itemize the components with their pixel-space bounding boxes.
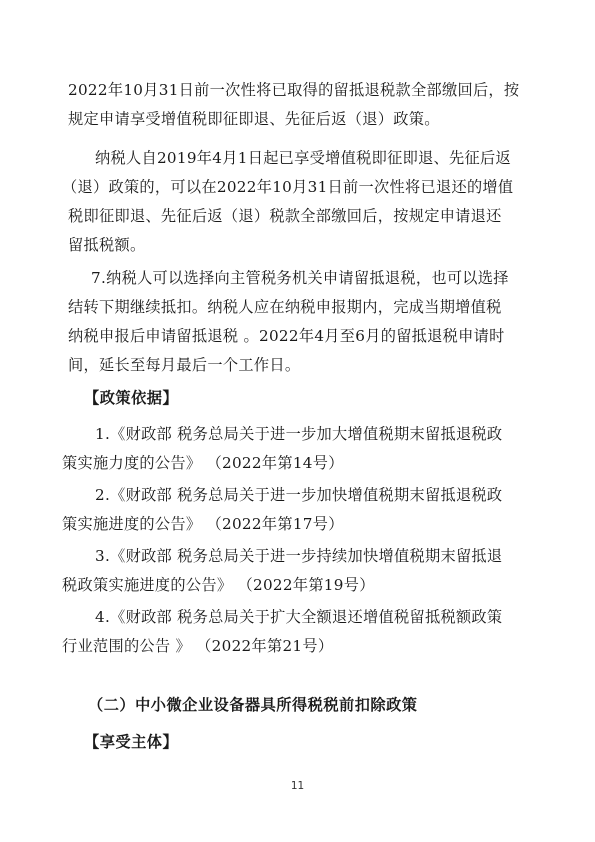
body-text-line: 税即征即退、先征后返（退）税款全部缴回后，按规定申请退还 xyxy=(68,207,502,225)
policy-item-line: 行业范围的公告 》 （2022年第21号） xyxy=(62,637,334,655)
body-text-line: （退）政策的，可以在2022年10月31日前一次性将已退还的增值 xyxy=(62,178,514,196)
body-text-line: 纳税申报后申请留抵退税 。2022年4月至6月的留抵退税申请时 xyxy=(68,327,505,345)
policy-item-line: 1.《财政部 税务总局关于进一步加大增值税期末留抵退税政 xyxy=(95,425,503,443)
body-text-line: 间，延长至每月最后一个工作日。 xyxy=(68,356,301,374)
body-text-line: 规定申请享受增值税即征即退、先征后返（退）政策。 xyxy=(68,110,440,128)
policy-item-line: 策实施力度的公告》 （2022年第14号） xyxy=(62,454,344,472)
policy-item-line: 4.《财政部 税务总局关于扩大全额退还增值税留抵税额政策 xyxy=(95,608,503,626)
policy-item-line: 策实施进度的公告》 （2022年第17号） xyxy=(62,515,344,533)
page-number: 11 xyxy=(290,780,305,792)
policy-basis-heading: 【政策依据】 xyxy=(84,389,179,407)
policy-item-line: 3.《财政部 税务总局关于进一步持续加快增值税期末留抵退 xyxy=(95,547,503,565)
section-heading: （二）中小微企业设备器具所得税税前扣除政策 xyxy=(88,696,418,714)
body-text-line: 结转下期继续抵扣。纳税人应在纳税申报期内，完成当期增值税 xyxy=(68,298,502,316)
policy-item-line: 2.《财政部 税务总局关于进一步加快增值税期末留抵退税政 xyxy=(95,486,503,504)
body-text-line: 7.纳税人可以选择向主管税务机关申请留抵退税，也可以选择 xyxy=(91,269,509,287)
body-text-line: 2022年10月31日前一次性将已取得的留抵退税款全部缴回后，按 xyxy=(68,81,520,99)
policy-item-line: 税政策实施进度的公告》 （2022年第19号） xyxy=(62,576,375,594)
subject-heading: 【享受主体】 xyxy=(84,733,179,751)
body-text-line: 留抵税额。 xyxy=(68,236,146,254)
body-text-line: 纳税人自2019年4月1日起已享受增值税即征即退、先征后返 xyxy=(95,149,511,167)
